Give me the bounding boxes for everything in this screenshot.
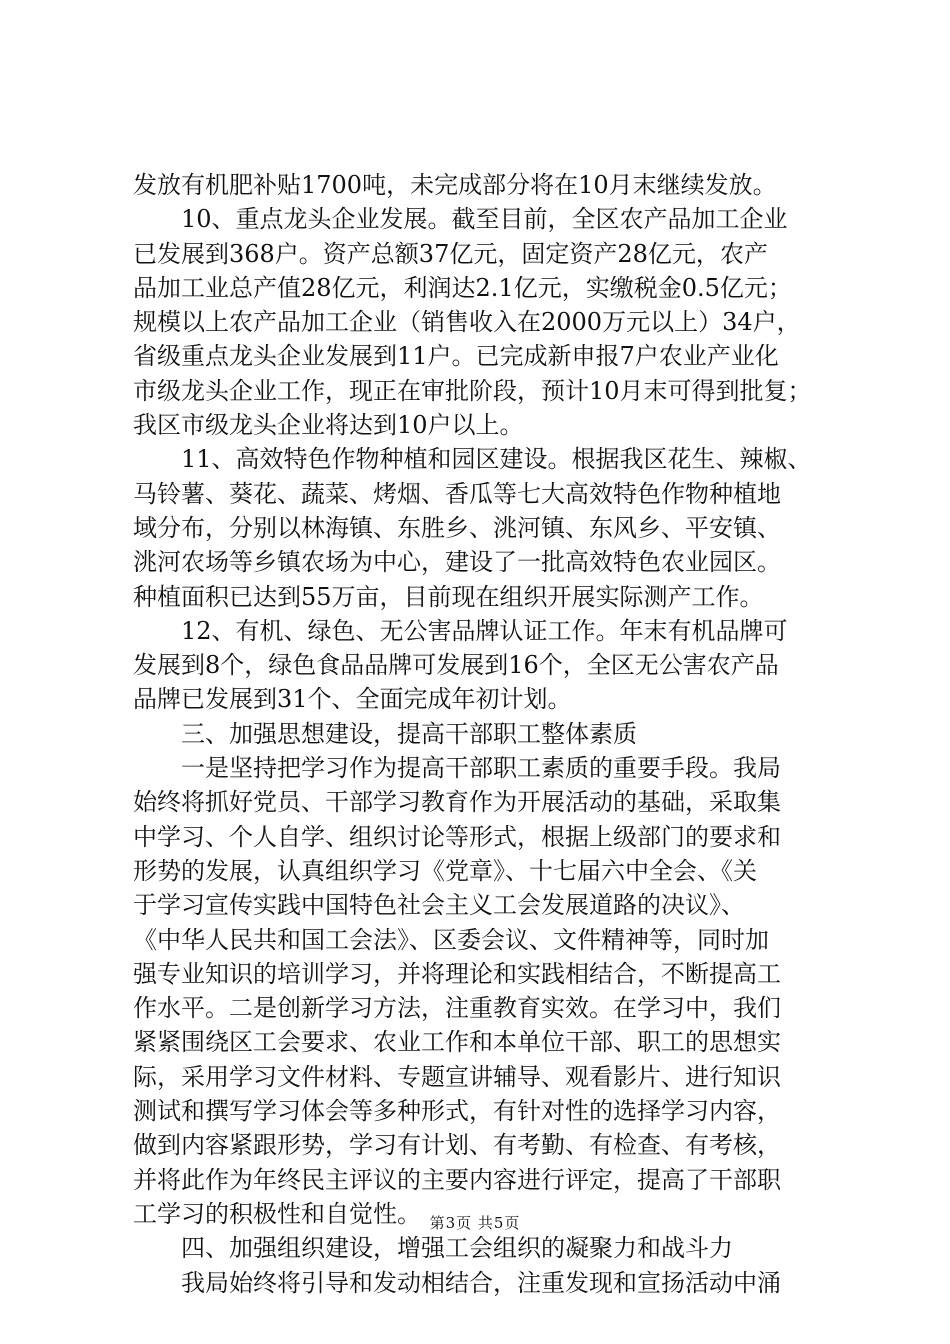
text-line: 品加工业总产值28亿元，利润达2.1亿元，实缴税金0.5亿元； [133, 273, 792, 302]
text-line: 马铃薯、葵花、蔬菜、烤烟、香瓜等七大高效特色作物种植地 [133, 479, 781, 508]
text-line: 12、有机、绿色、无公害品牌认证工作。年末有机品牌可 [133, 616, 788, 645]
text-line: 我局始终将引导和发动相结合，注重发现和宣扬活动中涌 [133, 1268, 781, 1297]
text-line: 发放有机肥补贴1700吨，未完成部分将在10月末继续发放。 [133, 171, 777, 199]
text-line: 际，采用学习文件材料、专题宣讲辅导、观看影片、进行知识 [133, 1062, 781, 1091]
text-line: 品牌已发展到31个、全面完成年初计划。 [133, 685, 572, 714]
text-line: 于学习宣传实践中国特色社会主义工会发展道路的决议》、 [133, 891, 745, 920]
text-line: 中学习、个人自学、组织讨论等形式，根据上级部门的要求和 [133, 822, 781, 851]
text-line: 域分布，分别以林海镇、东胜乡、洮河镇、东风乡、平安镇、 [133, 513, 781, 542]
text-line: 发展到8个，绿色食品品牌可发展到16个，全区无公害农产品 [133, 651, 779, 680]
text-line: 种植面积已达到55万亩，目前现在组织开展实际测产工作。 [133, 582, 764, 611]
text-line: 一是坚持把学习作为提高干部职工素质的重要手段。我局 [133, 754, 781, 783]
text-line: 并将此作为年终民主评议的主要内容进行评定，提高了干部职 [133, 1165, 781, 1194]
text-line: 始终将抓好党员、干部学习教育作为开展活动的基础，采取集 [133, 788, 781, 817]
section-heading: 三、加强思想建设，提高干部职工整体素质 [133, 719, 637, 748]
text-line: 《中华人民共和国工会法》、区委会议、文件精神等，同时加 [133, 925, 769, 954]
section-heading: 四、加强组织建设，增强工会组织的凝聚力和战斗力 [133, 1234, 733, 1263]
document-body [133, 168, 833, 1300]
text-line: 工学习的积极性和自觉性。 [133, 1199, 421, 1228]
text-line: 我区市级龙头企业将达到10户以上。 [133, 411, 524, 440]
text-line: 规模以上农产品加工企业（销售收入在2000万元以上）34户， [133, 308, 801, 337]
text-line: 强专业知识的培训学习，并将理论和实践相结合，不断提高工 [133, 959, 781, 988]
text-line: 11、高效特色作物种植和园区建设。根据我区花生、辣椒、 [133, 445, 812, 474]
text-line: 作水平。二是创新学习方法，注重教育实效。在学习中，我们 [133, 994, 781, 1023]
text-line: 已发展到368户。资产总额37亿元，固定资产28亿元，农产 [133, 239, 768, 268]
page-number: 第3页 共5页 [429, 1214, 521, 1232]
text-line: 测试和撰写学习体会等多种形式，有针对性的选择学习内容， [133, 1097, 781, 1126]
text-line: 10、重点龙头企业发展。截至目前，全区农产品加工企业 [133, 205, 788, 234]
text-line: 紧紧围绕区工会要求、农业工作和本单位干部、职工的思想实 [133, 1028, 781, 1057]
text-line: 形势的发展，认真组织学习《党章》、十七届六中全会、《关 [133, 856, 757, 885]
text-line: 洮河农场等乡镇农场为中心，建设了一批高效特色农业园区。 [133, 548, 781, 577]
text-line: 市级龙头企业工作，现正在审批阶段，预计10月末可得到批复； [133, 376, 812, 405]
text-line: 省级重点龙头企业发展到11户。已完成新申报7户农业产业化 [133, 342, 779, 371]
text-line: 做到内容紧跟形势，学习有计划、有考勤、有检查、有考核， [133, 1131, 781, 1160]
